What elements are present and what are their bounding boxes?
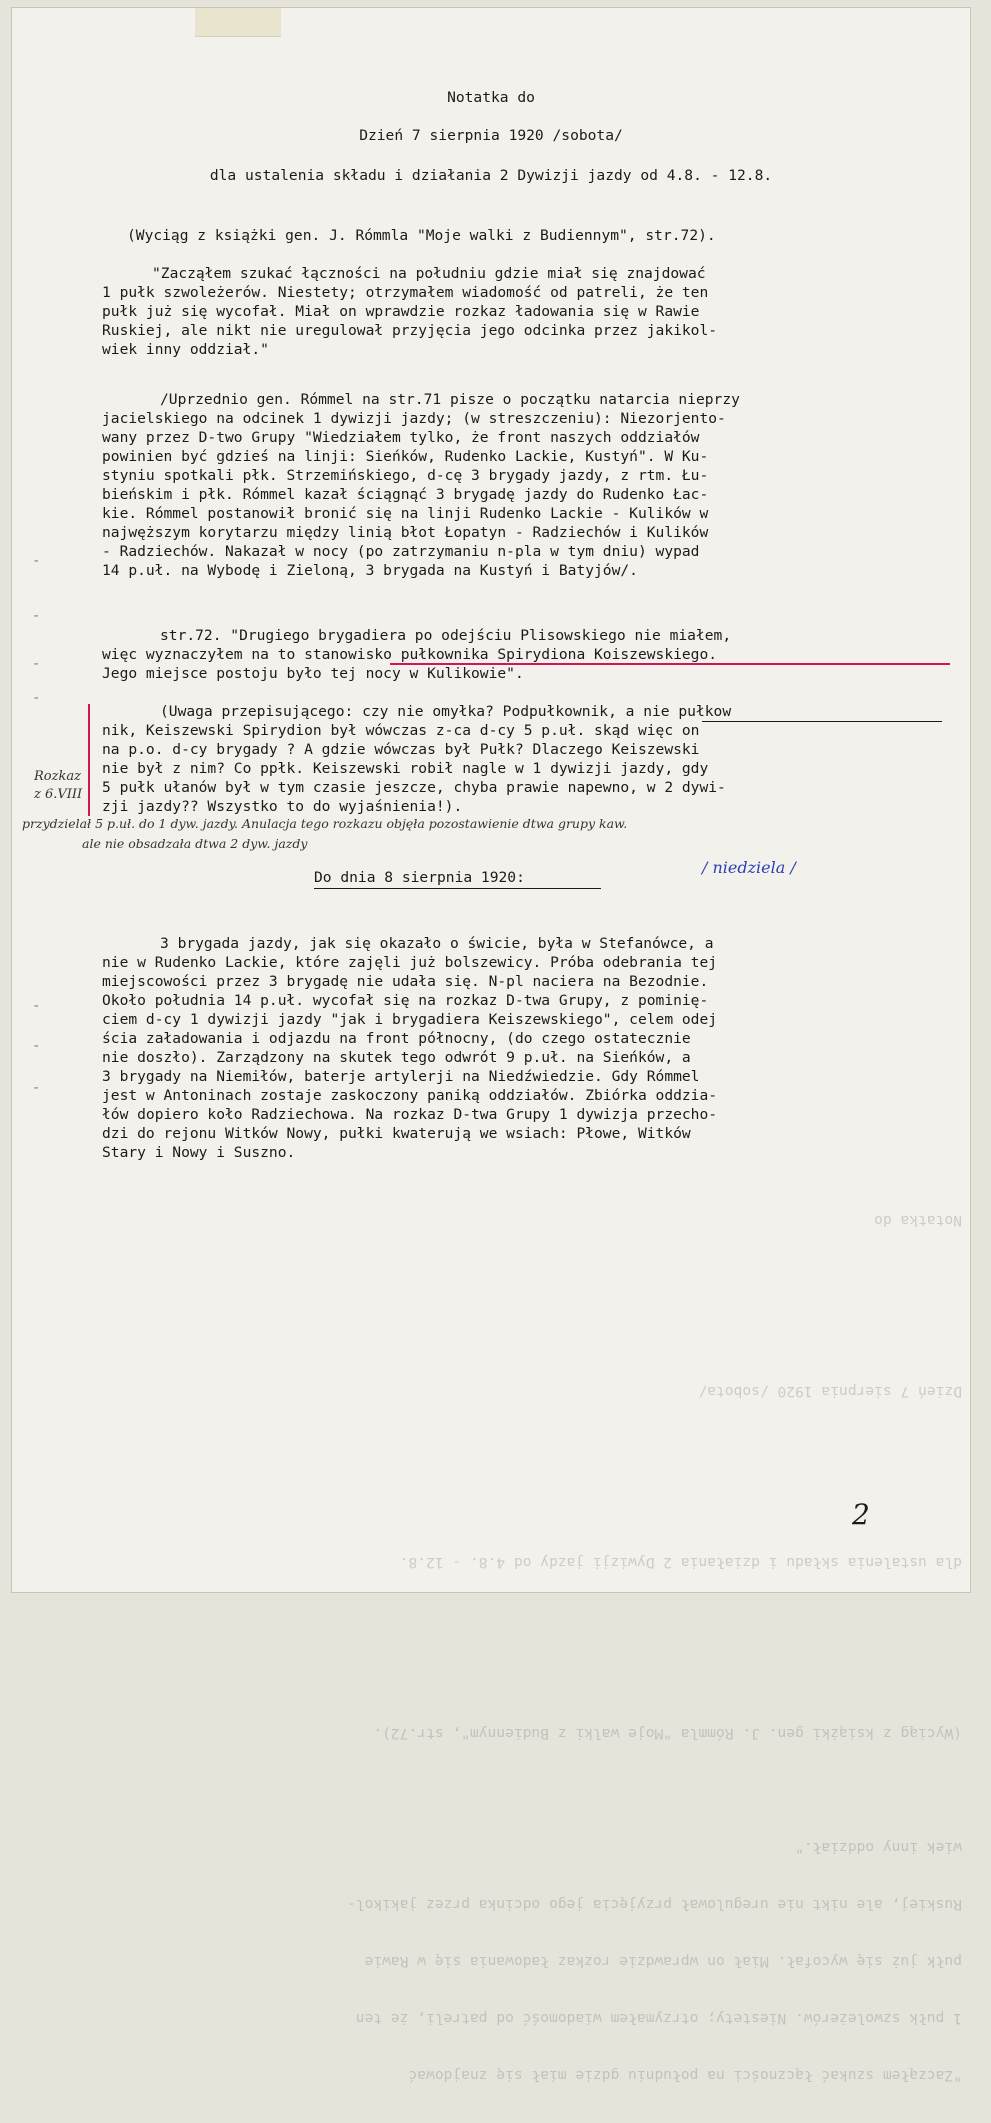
text-line: zji jazdy?? Wszystko to do wyjaśnienia!). [102,798,463,815]
text-line: "Zacząłem szukać łączności na południu gdzie miał się znajdować [152,265,706,282]
margin-dash: - [32,998,41,1014]
margin-dash: - [32,656,41,672]
text-line: str.72. "Drugiego brygadiera po odejściu Plisowskiego nie miałem, [160,627,732,644]
text-line: nik, Keiszewski Spirydion był wówczas z-ca d-cy 5 p.uł. skąd więc on [102,722,700,739]
margin-dash: - [32,690,41,706]
margin-dash: - [32,553,41,569]
date-line: Dzień 7 sierpnia 1920 /sobota/ [359,127,623,144]
summary-paragraph [102,390,962,580]
text-line: Około południa 14 p.uł. wycofał się na rozkaz D-twa Grupy, z pominię- [102,992,709,1009]
text-line: styniu spotkali płk. Strzemińskiego, d-cę 3 brygady jazdy, z rtm. Łu- [102,467,709,484]
text-line: jest w Antoninach zostaje zaskoczony paniką oddziałów. Zbiórka oddzia- [102,1087,718,1104]
text-line: na p.o. d-cy brygady ? A gdzie wówczas był Pułk? Dlaczego Keiszewski [102,741,700,758]
text-line: pułk już się wycofał. Miał on wprawdzie rozkaz ładowania się w Rawie [102,303,700,320]
text-line: /Uprzednio gen. Rómmel na str.71 pisze o początku natarcia nieprzy [160,391,740,408]
blue-handwritten-note: / niedziela / [702,858,796,877]
document-page [12,8,970,2084]
quote-paragraph-2 [102,626,962,683]
margin-dash: - [32,608,41,624]
text-line: bieńskim i płk. Rómmel kazał ściągnąć 3 brygadę jazdy do Rudenko Łac- [102,486,709,503]
text-line: nie w Rudenko Lackie, które zajęli już bolszewicy. Próba odebrania tej [102,954,718,971]
text-line: najwęższym korytarzu między linią błot Łopatyn - Radziechów i Kulików [102,524,709,541]
margin-dash: - [32,1080,41,1096]
text-line: ciem d-cy 1 dywizji jazdy "jak i brygadiera Keiszewskiego", celem odej [102,1011,718,1028]
tape-strip [195,8,281,37]
margin-note: Rozkaz z 6.VIII [34,769,83,802]
text-line: 3 brygady na Niemiłów, baterje artylerji na Niedźwiedzie. Gdy Rómmel [102,1068,700,1085]
text-line: 14 p.uł. na Wybodę i Zieloną, 3 brygada na Kustyń i Batyjów/. [102,562,638,579]
page-number: 2 [852,1498,870,1531]
text-line: nie doszło). Zarządzony na skutek tego odwrót 9 p.uł. na Sieńków, a [102,1049,691,1066]
text-line: kie. Rómmel postanowił bronić się na linji Rudenko Lackie - Kulików w [102,505,709,522]
handwritten-note-line1: przydzielał 5 p.uł. do 1 dyw. jazdy. Anulacja tego rozkazu objęła pozostawienie dtwa grupy kaw. [22,816,628,831]
text-line: jacielskiego na odcinek 1 dywizji jazdy; (w streszczeniu): Niezorjento- [102,410,726,427]
copyist-remark [102,702,962,816]
text-line: (Uwaga przepisującego: czy nie omyłka? Podpułkownik, a nie pułkow [160,703,732,720]
red-margin-bar [88,704,90,816]
margin-dash: - [32,1038,41,1054]
section-heading: Do dnia 8 sierpnia 1920: [314,869,525,886]
text-line: 3 brygada jazdy, jak się okazało o świcie, była w Stefanówce, a [160,935,714,952]
text-line: ścia załadowania i odjazdu na front północny, (do czego ostatecznie [102,1030,691,1047]
heading-underline [314,888,601,889]
text-line: Jego miejsce postoju było tej nocy w Kulikowie". [102,665,524,682]
text-line: dzi do rejonu Witków Nowy, pułki kwaterują we wsiach: Płowe, Witków [102,1125,691,1142]
text-line: miejscowości przez 3 brygadę nie udała się. N-pl naciera na Bezodnie. [102,973,709,990]
subject-line: dla ustalenia składu i działania 2 Dywizji jazdy od 4.8. - 12.8. [209,167,773,184]
text-line: wiek inny oddział." [102,341,269,358]
events-paragraph [102,934,962,1162]
text-line: wany przez D-two Grupy "Wiedziałem tylko, że front naszych oddziałów [102,429,700,446]
source-note: (Wyciąg z książki gen. J. Rómmla "Moje walki z Budiennym", str.72). [127,227,716,244]
text-line: Stary i Nowy i Suszno. [102,1144,296,1161]
text-line: powinien być gdzieś na linji: Sieńków, Rudenko Lackie, Kustyń". W Ku- [102,448,709,465]
document-title: Notatka do [447,89,535,106]
text-line: nie był z nim? Co ppłk. Keiszewski robił nagle w 1 dywizji jazdy, gdy [102,760,709,777]
text-line: 5 pułk ułanów był w tym czasie jeszcze, chyba prawie napewno, w 2 dywi- [102,779,726,796]
text-line: 1 pułk szwoleżerów. Niestety; otrzymałem wiadomość od patreli, że ten [102,284,709,301]
quote-paragraph [102,264,962,359]
text-line: łów dopiero koło Radziechowa. Na rozkaz D-twa Grupy 1 dywizja przecho- [102,1106,718,1123]
text-line: Ruskiej, ale nikt nie uregulował przyjęcia jego odcinka przez jakikol- [102,322,718,339]
bleed-through-text: "Zacząłem szukać łączności na południu gdzie miał się znajdować 1 pułk szwoleżerów. Niestety; otrzymałem wiadomość od patreli, że ten pułk już się wycofał. Miał on wprawdzie rozkaz ładowania się w Rawie Ruskiej, ale nikt nie uregulował przyjęcia jego odcinka przez jakikol- wiek inny oddział." (Wyciąg z książki gen. J. Rómmla "Moje walki z Budiennym", str.72). dla ustalenia składu i działania 2 Dywizji jazdy od 4.8. - 12.8. Dzień 7 sierpnia 1920 /sobota/ Notatka do [346,1212,962,2084]
text-line: - Radziechów. Nakazał w nocy (po zatrzymaniu n-pla w tym dniu) wypad [102,543,700,560]
handwritten-note-line2: ale nie obsadzała dtwa 2 dyw. jazdy [82,836,308,851]
red-underline [390,663,950,665]
pencil-underline [702,721,942,722]
text-line: więc wyznaczyłem na to stanowisko pułkownika Spirydiona Koiszewskiego. [102,646,718,663]
